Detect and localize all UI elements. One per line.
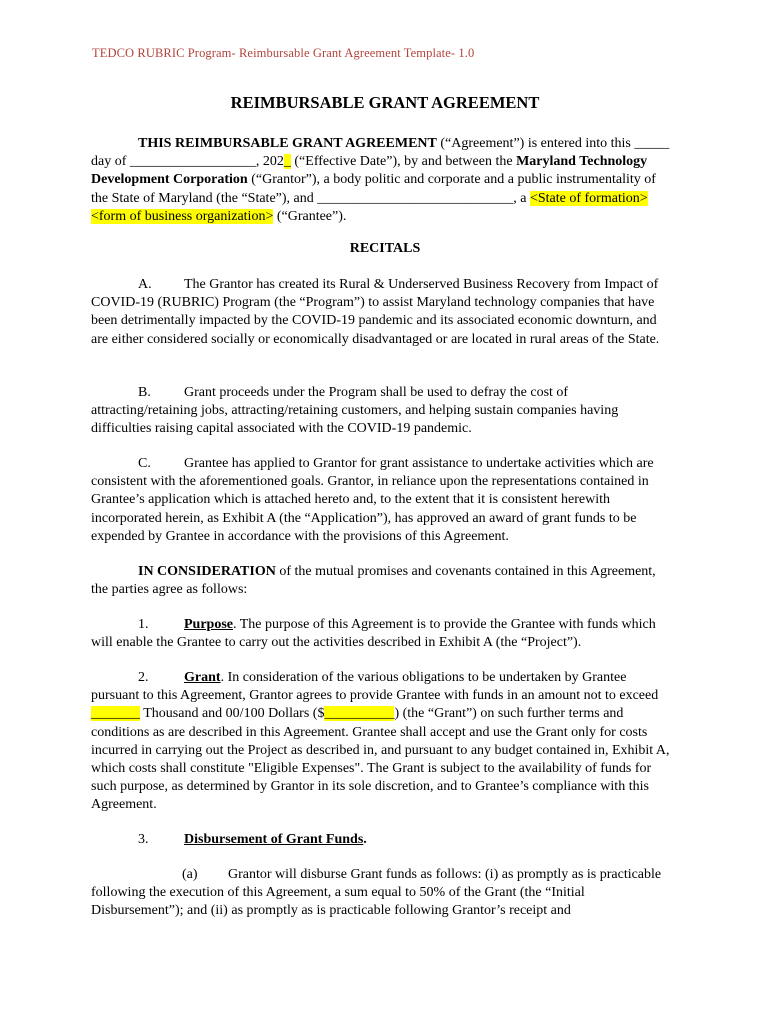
consideration-text: of the mutual promises and covenants contained in this Agreement, the parties agree as follows: [91, 564, 656, 598]
thousand-amount-highlight[interactable]: _______ [91, 706, 140, 722]
consideration-paragraph [91, 563, 673, 599]
section-purpose [91, 616, 673, 652]
section-text: . The purpose of this Agreement is to provide the Grantee with funds which will enable the Grantee to carry out the activities described in Exhibit A (the “Project”). [91, 617, 656, 651]
section-grant [91, 669, 673, 815]
recital-text: The Grantor has created its Rural & Underserved Business Recovery from Impact of COVID-19 (RUBRIC) Program (the “Program”) to assist Maryland technology companies that have been detrimentally impacted by the COVID-19 pandemic and its associated economic downturn, and are either considered socially or economically disadvantaged or are located in rural areas of the State. [91, 277, 660, 347]
section-heading: Purpose [184, 617, 233, 632]
subsection-a [91, 866, 673, 921]
subsection-label: (a) [182, 867, 198, 882]
recital-letter: A. [138, 277, 152, 292]
recital-b [91, 384, 673, 439]
section-heading: Disbursement of Grant Funds [184, 832, 364, 847]
page-header: TEDCO RUBRIC Program- Reimbursable Grant Agreement Template- 1.0 [92, 46, 475, 60]
section-heading-period: . [363, 832, 367, 847]
grant-text-2: Thousand and 00/100 Dollars ($ [140, 706, 325, 722]
grantor-name: Maryland Technology Development Corporation [91, 154, 648, 188]
intro-text-1: (“Agreement”) is entered into this _____ day of __________________, 202 [91, 136, 670, 170]
intro-text-2: (“Effective Date”), by and between the [290, 154, 517, 170]
section-number: 2. [138, 670, 149, 685]
intro-paragraph [91, 135, 673, 226]
section-disbursement [91, 831, 673, 849]
intro-text-3: (“Grantor”), a body politic and corporate and a public instrumentality of the State of Maryland (the “State”), and ____________________________, a [91, 172, 656, 206]
section-heading: Grant [184, 670, 221, 685]
recitals-heading: RECITALS [349, 241, 421, 256]
recital-text: Grant proceeds under the Program shall be used to defray the cost of attracting/retaining jobs, attracting/retaining customers, and helping sustain companies having difficulties raising capital associated with the COVID-19 pandemic. [91, 385, 619, 437]
section-number: 3. [138, 832, 149, 847]
recital-c [91, 455, 673, 546]
grant-text-3: ) (the “Grant”) on such further terms and conditions as are described in this Agreement. Grantee shall accept and use the Grant only for costs incurred in carrying out the Project as described in, and pursuant to any budget contained in, Exhibit A, which costs shall constitute "Eligible Expenses". The Grant is subject to the availability of funds for such purpose, as determined by Grantor in its sole discretion, and to Grantee’s compliance with this Agreement. [91, 706, 670, 813]
recital-letter: B. [138, 385, 151, 400]
grant-text-1: . In consideration of the various obligations to be undertaken by Grantee pursuant to this Agreement, Grantor agrees to provide Grantee with funds in an amount not to exceed [91, 670, 659, 704]
intro-bold-lead: THIS REIMBURSABLE GRANT AGREEMENT [138, 136, 437, 151]
subsection-text: Grantor will disburse Grant funds as follows: (i) as promptly as is practicable following the execution of this Agreement, a sum equal to 50% of the Grant (the “Initial Disbursement”); and (ii) as promptly as is practicable following Grantor’s receipt and [91, 867, 662, 919]
consideration-bold: IN CONSIDERATION [138, 564, 276, 579]
year-highlight[interactable]: _ [283, 154, 291, 170]
section-number: 1. [138, 617, 149, 632]
dollar-amount-highlight[interactable]: __________ [324, 706, 395, 722]
recital-text: Grantee has applied to Grantor for grant assistance to undertake activities which are consistent with the aforementioned goals. Grantor, in reliance upon the representations contained in Grantee’s application which is attached hereto and, to the extent that it is consistent herewith incorporated herein, as Exhibit A (the “Application”), has approved an award of grant funds to be expended by Grantee in accordance with the provisions of this Agreement. [91, 456, 654, 544]
document-title: REIMBURSABLE GRANT AGREEMENT [230, 93, 540, 112]
recital-letter: C. [138, 456, 151, 471]
state-formation-highlight[interactable]: <State of formation> <form of business organization> [91, 190, 648, 224]
intro-text-4: (“Grantee”). [273, 208, 347, 224]
recital-a [91, 276, 673, 349]
